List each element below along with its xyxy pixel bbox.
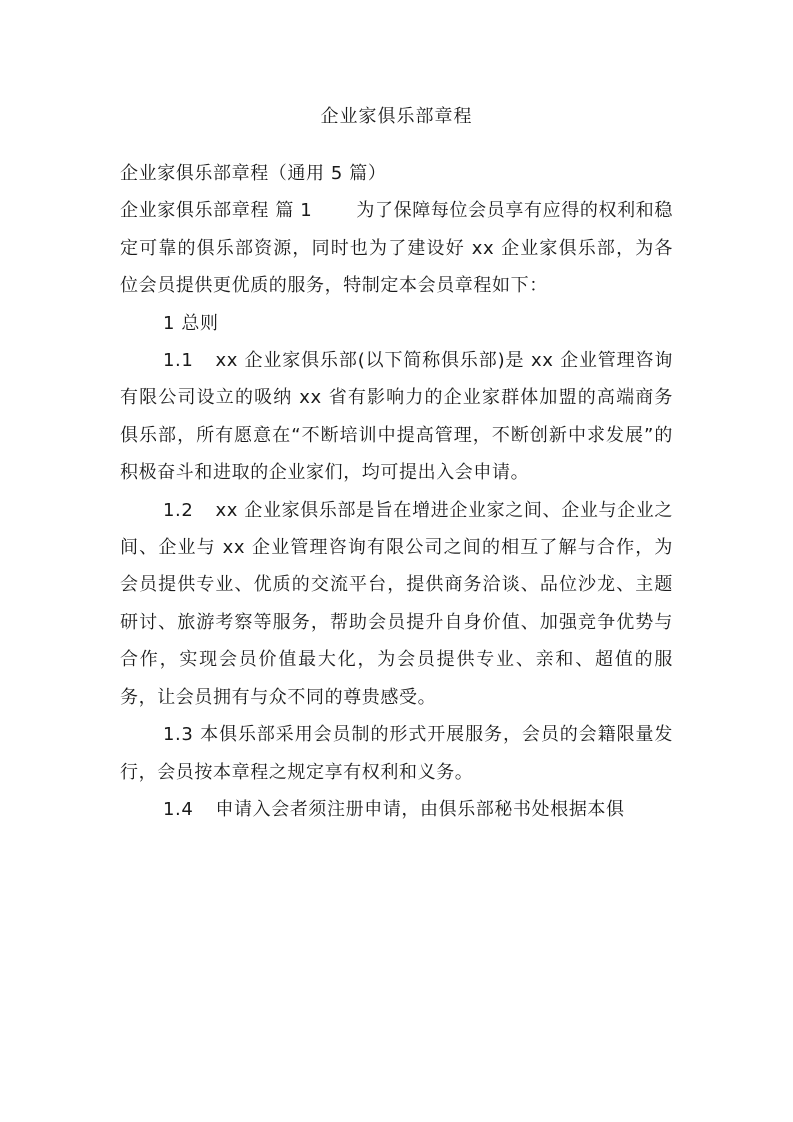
clause-text: xx 企业家俱乐部是旨在增进企业家之间、企业与企业之间、企业与 xx 企业管理咨询有限公司之间的相互了解与合作，为会员提供专业、优质的交流平台，提供商务洽谈、品位沙龙、主题研讨、旅游考察等服务，帮助会员提升自身价值、加强竞争优势与合作，实现会员价值最大化，为会员提供专业、亲和、超值的服务，让会员拥有与众不同的尊贵感受。 [120, 499, 673, 708]
intro-text: 为了保障每位会员享有应得的权利和稳定可靠的俱乐部资源，同时也为了建设好 xx 企业家俱乐部，为各位会员提供更优质的服务，特制定本会员章程如下： [120, 200, 673, 297]
clause-paragraph [120, 492, 673, 716]
clause-text: xx 企业家俱乐部(以下简称俱乐部)是 xx 企业管理咨询有限公司设立的吸纳 xx 省有影响力的企业家群体加盟的高端商务俱乐部，所有愿意在“不断培训中提高管理，不断创新中求发展”的积极奋斗和进取的企业家们，均可提出入会申请。 [120, 350, 673, 484]
intro-paragraph [120, 192, 673, 304]
piece-label: 企业家俱乐部章程 篇 1 [120, 200, 313, 222]
clause-text: 本俱乐部采用会员制的形式开展服务，会员的会籍限量发行，会员按本章程之规定享有权利和义务。 [120, 724, 673, 783]
clause-number: 1.4 [163, 798, 194, 820]
clause-number: 1.2 [163, 499, 194, 521]
clause-number: 1.3 [163, 724, 194, 746]
clause-text: 申请入会者须注册申请，由俱乐部秘书处根据本俱 [215, 798, 625, 820]
clause-paragraph [120, 716, 673, 791]
clause-paragraph [120, 791, 673, 828]
clause-number: 1.1 [163, 350, 194, 372]
document-body [120, 155, 673, 828]
document-title: 企业家俱乐部章程 [320, 106, 473, 127]
section-heading: 1 总则 [163, 312, 219, 334]
clause-paragraph [120, 342, 673, 492]
document-subtitle: 企业家俱乐部章程（通用 5 篇） [120, 163, 387, 184]
